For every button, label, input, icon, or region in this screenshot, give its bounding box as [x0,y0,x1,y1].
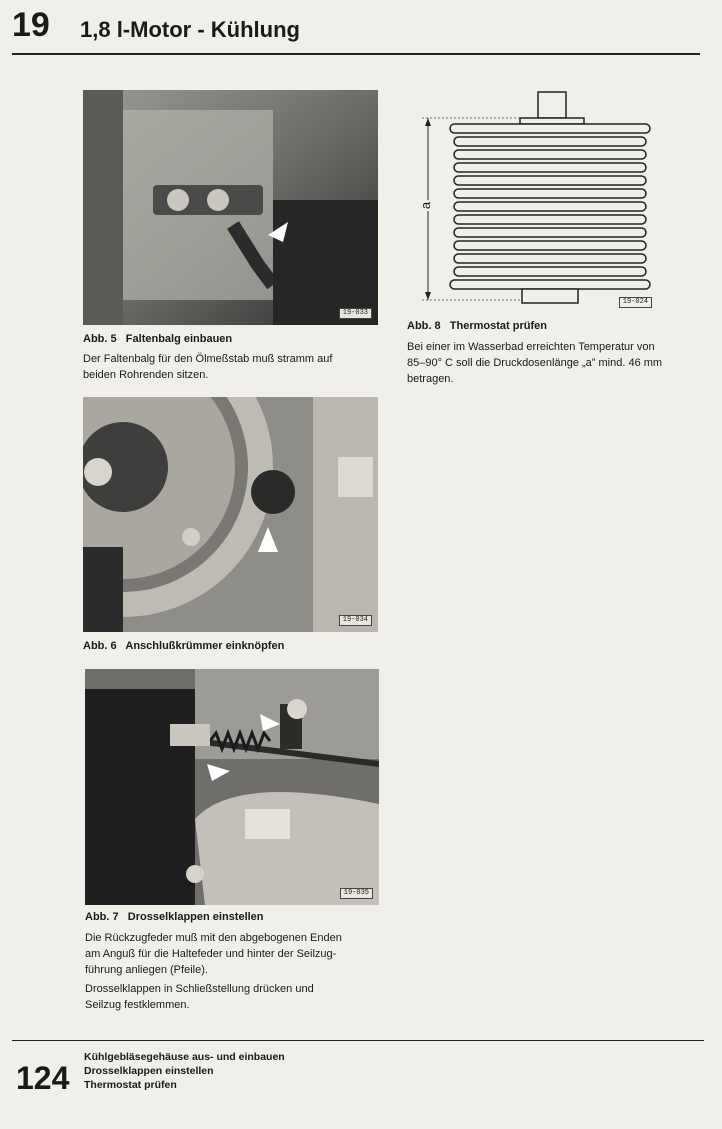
figure-6-title: Anschlußkrümmer einknöpfen [125,640,285,652]
thermostat-diagram [410,86,660,314]
text-line: führung anliegen (Pfeile). [85,964,208,976]
text-line: Die Rückzugfeder muß mit den abgebogenen Enden [85,932,342,944]
page-number: 124 [16,1060,70,1096]
figure-8-title: Thermostat prüfen [449,320,547,332]
text-line: Bei einer im Wasserbad erreichten Temperatur von [407,341,655,353]
figure-7-title: Drosselklappen einstellen [127,911,264,923]
text-line: Drosselklappen in Schließstellung drücken und [85,983,314,995]
figure-7-code: 19-035 [340,888,373,899]
footer-topic: Kühlgebläsegehäuse aus- und einbauen [84,1051,285,1063]
figure-7-caption [85,911,264,923]
figure-5-title: Faltenbalg einbauen [125,333,233,345]
chapter-title: 1,8 l-Motor - Kühlung [80,17,300,42]
figure-7-label: Abb. 7 [85,911,119,923]
footer-topic: Thermostat prüfen [84,1079,177,1091]
header-rule [12,53,700,55]
figure-8-code: 19-024 [619,297,652,308]
text-line: am Anguß für die Haltefeder und hinter der Seilzug- [85,948,337,960]
text-line: beiden Rohrenden sitzen. [83,369,209,381]
figure-5-text [83,351,383,383]
dimension-label-a: a [418,201,434,210]
figure-8-text [407,339,707,387]
chapter-number: 19 [12,6,50,44]
figure-5-caption [83,333,232,345]
figure-7-photo [85,669,379,905]
figure-5-label: Abb. 5 [83,333,117,345]
figure-8-drawing [410,86,660,314]
text-line: Seilzug festklemmen. [85,999,190,1011]
figure-8-caption [407,320,547,332]
text-line: Der Faltenbalg für den Ölmeßstab muß stramm auf [83,353,333,365]
text-line: 85–90° C soll die Druckdosenlänge „a” mind. 46 mm [407,357,663,369]
text-line: betragen. [407,373,454,385]
footer-topic: Drosselklappen einstellen [84,1065,214,1077]
figure-8-label: Abb. 8 [407,320,441,332]
footer-rule [12,1040,704,1041]
figure-5-code: 19-033 [339,308,372,319]
footer-topics [84,1050,285,1092]
figure-5-photo [83,90,378,325]
figure-6-caption [83,640,284,652]
figure-6-label: Abb. 6 [83,640,117,652]
figure-6-code: 19-034 [339,615,372,626]
figure-7-text [85,930,385,1013]
figure-6-photo [83,397,378,632]
